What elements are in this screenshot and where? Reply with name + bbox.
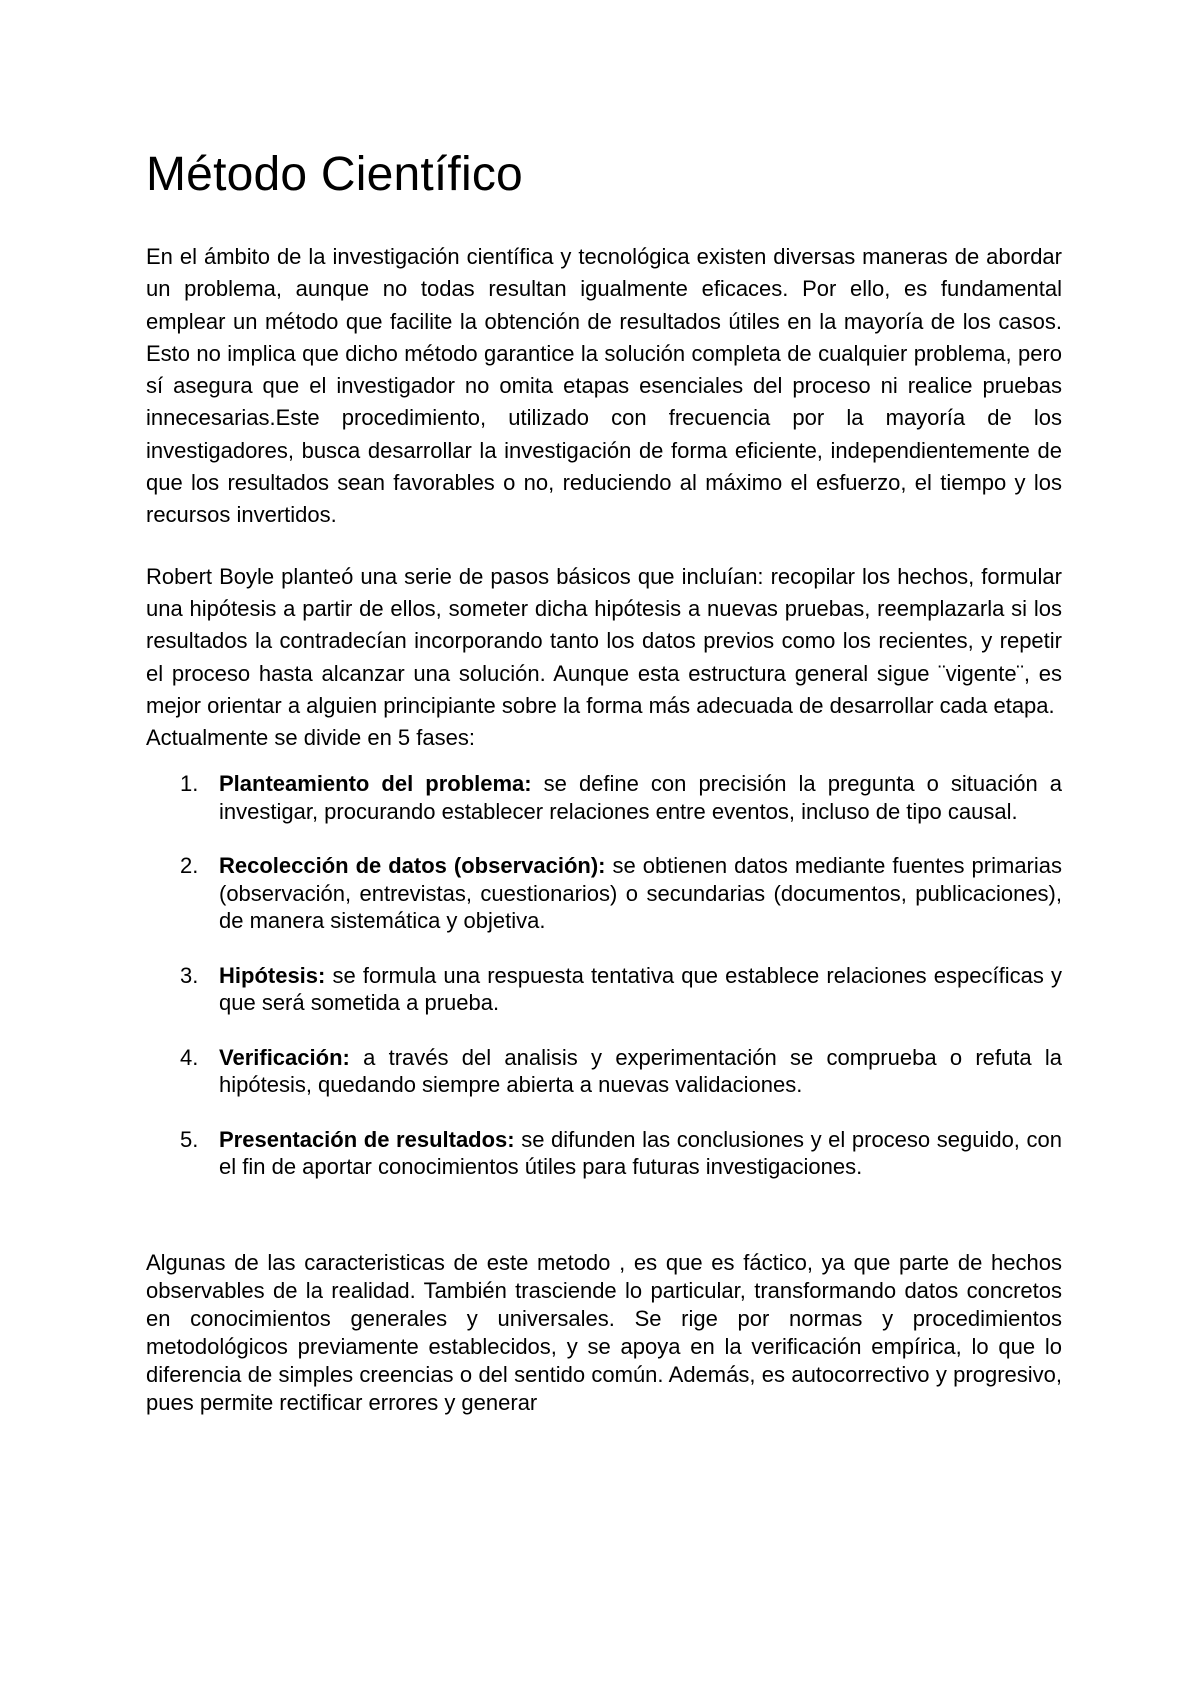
characteristics-paragraph: Algunas de las caracteristicas de este metodo , es que es fáctico, ya que parte de hechos observables de la realidad. También trasciende lo particular, transformando datos concretos en conocimientos generales y universales. Se rige por normas y procedimientos metodológicos previamente establecidos, y se apoya en la verificación empírica, lo que lo diferencia de simples creencias o del sentido común. Además, es autocorrectivo y progresivo, pues permite rectificar errores y generar — [146, 1249, 1062, 1415]
phase-term: Verificación: — [219, 1044, 350, 1070]
boyle-paragraph: Robert Boyle planteó una serie de pasos básicos que incluían: recopilar los hechos, formular una hipótesis a partir de ellos, someter dicha hipótesis a nuevas pruebas, reemplazarla si los resultados la contradecían incorporando tanto los datos previos como los recientes, y repetir el proceso hasta alcanzar una solución. Aunque esta estructura general sigue ¨vigente¨, es mejor orientar a alguien principiante sobre la forma más adecuada de desarrollar cada etapa. — [146, 563, 1062, 718]
phase-term: Recolección de datos (observación): — [219, 853, 606, 879]
phase-item — [146, 1044, 1062, 1099]
phase-number: 2. — [180, 853, 199, 879]
phase-number: 4. — [180, 1044, 199, 1070]
phase-number: 5. — [180, 1126, 199, 1152]
phases-list — [146, 770, 1062, 1181]
phase-term: Presentación de resultados: — [219, 1126, 515, 1152]
phase-description: se obtienen datos mediante fuentes primarias (observación, entrevistas, cuestionarios) o secundarias (documentos, publicaciones), de manera sistemática y objetiva. — [219, 853, 1062, 934]
phase-term: Hipótesis: — [219, 962, 326, 988]
phase-item — [146, 852, 1062, 935]
phase-description: se formula una respuesta tentativa que establece relaciones específicas y que será sometida a prueba. — [219, 962, 1062, 1016]
phase-description: a través del analisis y experimentación se comprueba o refuta la hipótesis, quedando siempre abierta a nuevas validaciones. — [219, 1044, 1062, 1098]
document-title: Método Científico — [146, 148, 523, 201]
phase-item — [146, 1126, 1062, 1181]
phase-term: Planteamiento del problema: — [219, 771, 532, 797]
phase-description: se difunden las conclusiones y el proceso seguido, con el fin de aportar conocimientos útiles para futuras investigaciones. — [219, 1126, 1062, 1180]
phase-description: se define con precisión la pregunta o situación a investigar, procurando establecer relaciones entre eventos, incluso de tipo causal. — [219, 771, 1062, 824]
phase-number: 3. — [180, 962, 199, 988]
phase-number: 1. — [180, 771, 199, 797]
intro-paragraph: En el ámbito de la investigación científica y tecnológica existen diversas maneras de abordar un problema, aunque no todas resultan igualmente eficaces. Por ello, es fundamental emplear un método que facilite la obtención de resultados útiles en la mayoría de los casos. Esto no implica que dicho método garantice la solución completa de cualquier problema, pero sí asegura que el investigador no omita etapas esenciales del proceso ni realice pruebas innecesarias.Este procedimiento, utilizado con frecuencia por la mayoría de los investigadores, busca desarrollar la investigación de forma eficiente, independientemente de que los resultados sean favorables o no, reduciendo al máximo el esfuerzo, el tiempo y los recursos invertidos. — [146, 244, 1062, 528]
phases-intro: Actualmente se divide en 5 fases: — [146, 725, 475, 751]
phase-item — [146, 962, 1062, 1017]
document-page — [146, 145, 1062, 1417]
phase-item — [146, 770, 1062, 825]
